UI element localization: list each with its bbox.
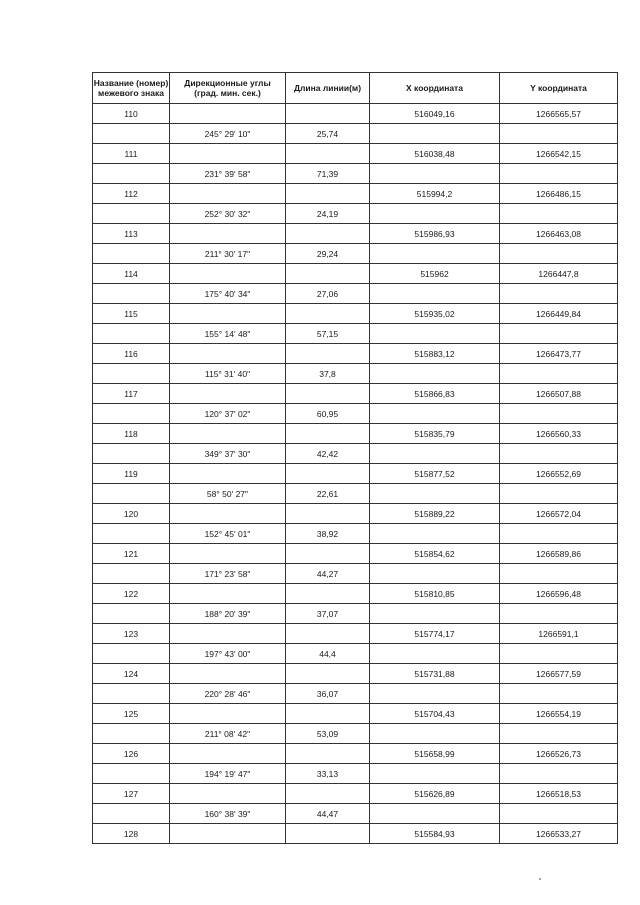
point-mark: 114 (93, 264, 170, 284)
empty-cell (93, 284, 170, 304)
line-length: 37,8 (286, 364, 370, 384)
empty-cell (370, 284, 500, 304)
x-coordinate: 515986,93 (370, 224, 500, 244)
empty-cell (170, 504, 286, 524)
point-mark: 120 (93, 504, 170, 524)
x-coordinate: 515889,22 (370, 504, 500, 524)
point-mark: 122 (93, 584, 170, 604)
x-coordinate: 515877,52 (370, 464, 500, 484)
point-mark: 125 (93, 704, 170, 724)
empty-cell (170, 664, 286, 684)
empty-cell (500, 204, 618, 224)
direction-angle: 211° 30' 17" (170, 244, 286, 264)
line-length: 60,95 (286, 404, 370, 424)
empty-cell (170, 384, 286, 404)
segment-row (93, 524, 618, 544)
empty-cell (170, 344, 286, 364)
line-length: 37,07 (286, 604, 370, 624)
empty-cell (286, 544, 370, 564)
empty-cell (500, 604, 618, 624)
direction-angle: 188° 20' 39" (170, 604, 286, 624)
point-mark: 124 (93, 664, 170, 684)
empty-cell (286, 744, 370, 764)
empty-cell (170, 544, 286, 564)
segment-row (93, 804, 618, 824)
direction-angle: 245° 29' 10" (170, 124, 286, 144)
point-row (93, 144, 618, 164)
y-coordinate: 1266596,48 (500, 584, 618, 604)
y-coordinate: 1266554,19 (500, 704, 618, 724)
empty-cell (370, 524, 500, 544)
empty-cell (286, 824, 370, 844)
x-coordinate: 515994,2 (370, 184, 500, 204)
empty-cell (370, 444, 500, 464)
empty-cell (93, 564, 170, 584)
y-coordinate: 1266473,77 (500, 344, 618, 364)
empty-cell (170, 424, 286, 444)
empty-cell (500, 124, 618, 144)
x-coordinate: 516038,48 (370, 144, 500, 164)
y-coordinate: 1266518,53 (500, 784, 618, 804)
y-coordinate: 1266449,84 (500, 304, 618, 324)
empty-cell (500, 364, 618, 384)
y-coordinate: 1266447,8 (500, 264, 618, 284)
header-angle (170, 73, 286, 104)
direction-angle: 152° 45' 01" (170, 524, 286, 544)
empty-cell (500, 164, 618, 184)
line-length: 44,4 (286, 644, 370, 664)
x-coordinate: 515731,88 (370, 664, 500, 684)
direction-angle: 171° 23' 58" (170, 564, 286, 584)
segment-row (93, 444, 618, 464)
y-coordinate: 1266486,15 (500, 184, 618, 204)
x-coordinate: 515704,43 (370, 704, 500, 724)
empty-cell (286, 104, 370, 124)
empty-cell (500, 244, 618, 264)
line-length: 22,61 (286, 484, 370, 504)
header-mark (93, 73, 170, 104)
x-coordinate: 515626,89 (370, 784, 500, 804)
direction-angle: 252° 30' 32" (170, 204, 286, 224)
line-length: 42,42 (286, 444, 370, 464)
point-row (93, 264, 618, 284)
line-length: 44,27 (286, 564, 370, 584)
empty-cell (286, 784, 370, 804)
empty-cell (170, 144, 286, 164)
empty-cell (93, 124, 170, 144)
y-coordinate: 1266507,88 (500, 384, 618, 404)
survey-body (93, 104, 618, 844)
empty-cell (500, 764, 618, 784)
x-coordinate: 515866,83 (370, 384, 500, 404)
empty-cell (500, 284, 618, 304)
header-angle-line1: Дирекционные углы (184, 78, 271, 88)
empty-cell (170, 784, 286, 804)
segment-row (93, 244, 618, 264)
empty-cell (286, 344, 370, 364)
empty-cell (286, 144, 370, 164)
segment-row (93, 364, 618, 384)
empty-cell (286, 704, 370, 724)
empty-cell (170, 704, 286, 724)
point-mark: 113 (93, 224, 170, 244)
empty-cell (500, 804, 618, 824)
empty-cell (370, 324, 500, 344)
segment-row (93, 164, 618, 184)
empty-cell (286, 184, 370, 204)
empty-cell (93, 604, 170, 624)
empty-cell (170, 824, 286, 844)
point-row (93, 664, 618, 684)
empty-cell (93, 444, 170, 464)
empty-cell (170, 264, 286, 284)
empty-cell (170, 624, 286, 644)
empty-cell (93, 204, 170, 224)
x-coordinate: 515584,93 (370, 824, 500, 844)
empty-cell (286, 264, 370, 284)
x-coordinate: 515774,17 (370, 624, 500, 644)
segment-row (93, 404, 618, 424)
point-mark: 123 (93, 624, 170, 644)
direction-angle: 231° 39' 58" (170, 164, 286, 184)
empty-cell (170, 104, 286, 124)
point-mark: 119 (93, 464, 170, 484)
empty-cell (370, 564, 500, 584)
empty-cell (370, 764, 500, 784)
empty-cell (286, 304, 370, 324)
point-row (93, 584, 618, 604)
empty-cell (370, 724, 500, 744)
empty-cell (500, 564, 618, 584)
line-length: 44,47 (286, 804, 370, 824)
line-length: 27,06 (286, 284, 370, 304)
point-row (93, 384, 618, 404)
segment-row (93, 324, 618, 344)
point-row (93, 464, 618, 484)
direction-angle: 115° 31' 40" (170, 364, 286, 384)
point-mark: 118 (93, 424, 170, 444)
point-mark: 110 (93, 104, 170, 124)
empty-cell (500, 524, 618, 544)
y-coordinate: 1266552,69 (500, 464, 618, 484)
line-length: 57,15 (286, 324, 370, 344)
direction-angle: 194° 19' 47" (170, 764, 286, 784)
segment-row (93, 124, 618, 144)
segment-row (93, 764, 618, 784)
direction-angle: 211° 08' 42" (170, 724, 286, 744)
point-mark: 128 (93, 824, 170, 844)
empty-cell (286, 384, 370, 404)
direction-angle: 120° 37' 02" (170, 404, 286, 424)
point-row (93, 544, 618, 564)
empty-cell (93, 764, 170, 784)
empty-cell (93, 164, 170, 184)
direction-angle: 58° 50' 27" (170, 484, 286, 504)
point-mark: 121 (93, 544, 170, 564)
header-mark-line2: межевого знака (98, 88, 164, 98)
empty-cell (370, 364, 500, 384)
empty-cell (170, 304, 286, 324)
header-y: Y координата (500, 73, 618, 104)
empty-cell (500, 444, 618, 464)
point-row (93, 624, 618, 644)
x-coordinate: 515883,12 (370, 344, 500, 364)
point-row (93, 304, 618, 324)
survey-table (92, 72, 618, 844)
empty-cell (500, 644, 618, 664)
line-length: 25,74 (286, 124, 370, 144)
x-coordinate: 516049,16 (370, 104, 500, 124)
empty-cell (286, 664, 370, 684)
empty-cell (93, 404, 170, 424)
point-row (93, 824, 618, 844)
empty-cell (500, 404, 618, 424)
direction-angle: 160° 38' 39" (170, 804, 286, 824)
x-coordinate: 515810,85 (370, 584, 500, 604)
empty-cell (170, 224, 286, 244)
point-mark: 117 (93, 384, 170, 404)
point-row (93, 104, 618, 124)
y-coordinate: 1266533,27 (500, 824, 618, 844)
point-mark: 126 (93, 744, 170, 764)
point-row (93, 704, 618, 724)
empty-cell (170, 584, 286, 604)
segment-row (93, 564, 618, 584)
empty-cell (370, 204, 500, 224)
y-coordinate: 1266577,59 (500, 664, 618, 684)
line-length: 29,24 (286, 244, 370, 264)
segment-row (93, 204, 618, 224)
y-coordinate: 1266463,08 (500, 224, 618, 244)
empty-cell (370, 484, 500, 504)
y-coordinate: 1266565,57 (500, 104, 618, 124)
y-coordinate: 1266591,1 (500, 624, 618, 644)
empty-cell (370, 684, 500, 704)
y-coordinate: 1266542,15 (500, 144, 618, 164)
empty-cell (370, 804, 500, 824)
empty-cell (370, 604, 500, 624)
empty-cell (500, 484, 618, 504)
scan-speck (539, 878, 541, 880)
empty-cell (170, 184, 286, 204)
direction-angle: 349° 37' 30" (170, 444, 286, 464)
empty-cell (370, 404, 500, 424)
point-row (93, 184, 618, 204)
direction-angle: 220° 28' 46" (170, 684, 286, 704)
empty-cell (93, 244, 170, 264)
point-row (93, 424, 618, 444)
empty-cell (93, 804, 170, 824)
segment-row (93, 604, 618, 624)
x-coordinate: 515935,02 (370, 304, 500, 324)
point-row (93, 784, 618, 804)
empty-cell (286, 464, 370, 484)
empty-cell (370, 124, 500, 144)
line-length: 33,13 (286, 764, 370, 784)
empty-cell (286, 224, 370, 244)
empty-cell (93, 724, 170, 744)
empty-cell (370, 644, 500, 664)
empty-cell (93, 324, 170, 344)
point-row (93, 744, 618, 764)
point-mark: 127 (93, 784, 170, 804)
point-mark: 112 (93, 184, 170, 204)
line-length: 38,92 (286, 524, 370, 544)
point-row (93, 504, 618, 524)
empty-cell (500, 324, 618, 344)
empty-cell (170, 744, 286, 764)
x-coordinate: 515835,79 (370, 424, 500, 444)
x-coordinate: 515658,99 (370, 744, 500, 764)
empty-cell (286, 424, 370, 444)
point-mark: 116 (93, 344, 170, 364)
empty-cell (500, 724, 618, 744)
segment-row (93, 684, 618, 704)
line-length: 71,39 (286, 164, 370, 184)
y-coordinate: 1266572,04 (500, 504, 618, 524)
empty-cell (93, 644, 170, 664)
direction-angle: 197° 43' 00" (170, 644, 286, 664)
header-row (93, 73, 618, 104)
point-row (93, 224, 618, 244)
header-x: X координата (370, 73, 500, 104)
empty-cell (500, 684, 618, 704)
empty-cell (286, 504, 370, 524)
empty-cell (170, 464, 286, 484)
point-mark: 115 (93, 304, 170, 324)
line-length: 24,19 (286, 204, 370, 224)
x-coordinate: 515962 (370, 264, 500, 284)
empty-cell (93, 364, 170, 384)
line-length: 53,09 (286, 724, 370, 744)
header-length: Длина линии(м) (286, 73, 370, 104)
segment-row (93, 484, 618, 504)
line-length: 36,07 (286, 684, 370, 704)
segment-row (93, 644, 618, 664)
empty-cell (286, 624, 370, 644)
empty-cell (370, 244, 500, 264)
x-coordinate: 515854,62 (370, 544, 500, 564)
header-mark-line1: Название (номер) (93, 78, 169, 88)
header-angle-line2: (град. мин. сек.) (194, 88, 261, 98)
y-coordinate: 1266560,33 (500, 424, 618, 444)
point-mark: 111 (93, 144, 170, 164)
empty-cell (286, 584, 370, 604)
y-coordinate: 1266589,86 (500, 544, 618, 564)
segment-row (93, 724, 618, 744)
empty-cell (93, 684, 170, 704)
empty-cell (93, 524, 170, 544)
direction-angle: 155° 14' 48" (170, 324, 286, 344)
segment-row (93, 284, 618, 304)
point-row (93, 344, 618, 364)
empty-cell (93, 484, 170, 504)
empty-cell (370, 164, 500, 184)
direction-angle: 175° 40' 34" (170, 284, 286, 304)
y-coordinate: 1266526,73 (500, 744, 618, 764)
